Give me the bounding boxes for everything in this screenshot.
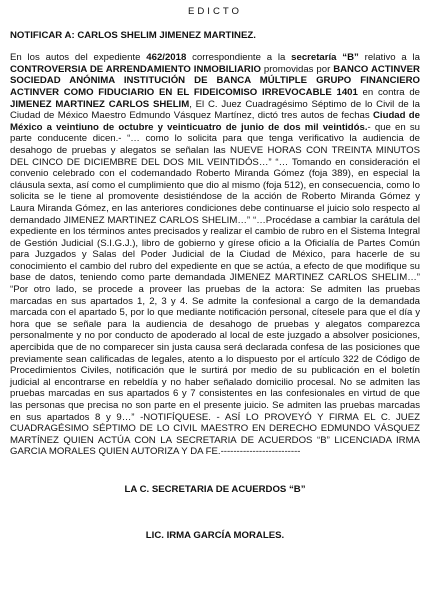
text-run: , El C. Juez Cuadragésimo Séptimo de lo Civil de la Ciudad de México Maestro Edmundo Vásquez Martínez, dictó tres autos de fechas	[10, 98, 420, 122]
text-run: promovidas por	[260, 63, 334, 75]
text-run: relativo a la	[358, 52, 421, 64]
signature-office: LA C. SECRETARIA DE ACUERDOS “B”	[124, 483, 306, 495]
text-run: En los autos del expediente	[10, 52, 147, 64]
bold-text-run: CONTROVERSIA DE ARRENDAMIENTO INMOBILIARIO	[10, 63, 261, 75]
text-run: correspondiente a la	[186, 52, 292, 64]
edict-title: EDICTO	[187, 6, 243, 17]
signature-name: LIC. IRMA GARCÍA MORALES.	[145, 529, 285, 541]
bold-text-run: secretaría “B”	[291, 52, 359, 64]
bold-text-run: Ciudad de México a veintiuno de octubre y veinticuatro de junio de dos mil veintidós.	[10, 110, 421, 133]
edict-body-paragraph	[10, 52, 420, 458]
text-run: en contra de	[357, 86, 420, 98]
bold-text-run: 462/2018	[146, 52, 187, 64]
bold-text-run: BANCO ACTINVER SOCIEDAD ANÓNIMA INSTITUCIÓN DE BANCA MÚLTIPLE GRUPO FINANCIERO ACTINVER COMO FIDUCIARIO EN EL FIDEICOMISO IRREVOCABLE 1401	[10, 63, 420, 98]
bold-text-run: JIMENEZ MARTINEZ CARLOS SHELIM	[10, 98, 190, 110]
notification-addressee: NOTIFICAR A: CARLOS SHELIM JIMENEZ MARTINEZ.	[10, 29, 256, 41]
text-run: - que en su parte conducente dicen.- “… como lo solicita para que tenga verificativo la audiencia de desahogo de pruebas y alegatos se señalan las NUEVE HORAS CON TREINTA MINUTOS DEL CINCO DE DICIEMBRE DEL DOS MIL VEINTIDÓS…” “… Tomando en consideración el convenio celebrado con el codemandado Roberto Miranda Gómez (foja 389), en especial la cláusula sexta, así como el cumplimiento que dio al mismo (foja 512), en consecuencia, como lo solicita se le tiene al promovente desistiéndose de la acción de Roberto Miranda Gómez y Laura Miranda Gómez, en las anteriores condiciones debe continuarse el juicio solo respecto al demandado JIMENEZ MARTINEZ CARLOS SHELIM…” “…Procédase a cambiar la carátula del expediente en los términos antes precisados y realizar el cambio de rubro en el Sistema Integral de Gestión Judicial (S.I.G.J.), libro de gobierno y gírese oficio a la Oficialía de Partes Común para Juzgados y Salas del Poder Judicial de la Ciudad de México, para hacerle de su conocimiento el cambio del rubro del expediente en que se actúa, a efecto de que modifique su base de datos, teniendo como parte demandada JIMENEZ MARTINEZ CARLOS SHELIM…” “Por otro lado, se procede a proveer las pruebas de la actora: Se admiten las pruebas marcadas en sus apartados 1, 2, 3 y 4. Se admite la confesional a cargo de la demandada marcada con el apartado 5, por lo que mediante notificación personal, cítesele para que el día y hora que se señale para la audiencia de desahogo de pruebas y alegatos comparezca personalmente y no por conducto de apoderado al local de este juzgado a absolver posiciones, apercibida que de no comparecer sin justa causa será declarada confesa de las posiciones que previamente sean calificadas de legales, atento a lo dispuesto por el artículo 322 de Código de Procedimientos Civiles, notificación que le surtirá por medio de su publicación en el boletín judicial al encontrarse en rebeldía y no haber señalado domicilio procesal. No se admiten las pruebas marcadas en sus apartados 6 y 7 consistentes en las confesionales en virtud de que las personas que precisa no son parte en el presente juicio. Se admiten las pruebas marcadas en sus apartados 8 y 9…” -NOTIFÍQUESE. - ASÍ LO PROVEYÓ Y FIRMA EL C. JUEZ CUADRAGÉSIMO SÉPTIMO DE LO CIVIL MAESTRO EN DERECHO EDMUNDO VÁSQUEZ MARTÍNEZ QUIEN ACTÚA CON LA SECRETARIA DE ACUERDOS “B” LICENCIADA IRMA GARCIA MORALES QUIEN AUTORIZA Y DA FE.-------------------------	[10, 121, 420, 458]
